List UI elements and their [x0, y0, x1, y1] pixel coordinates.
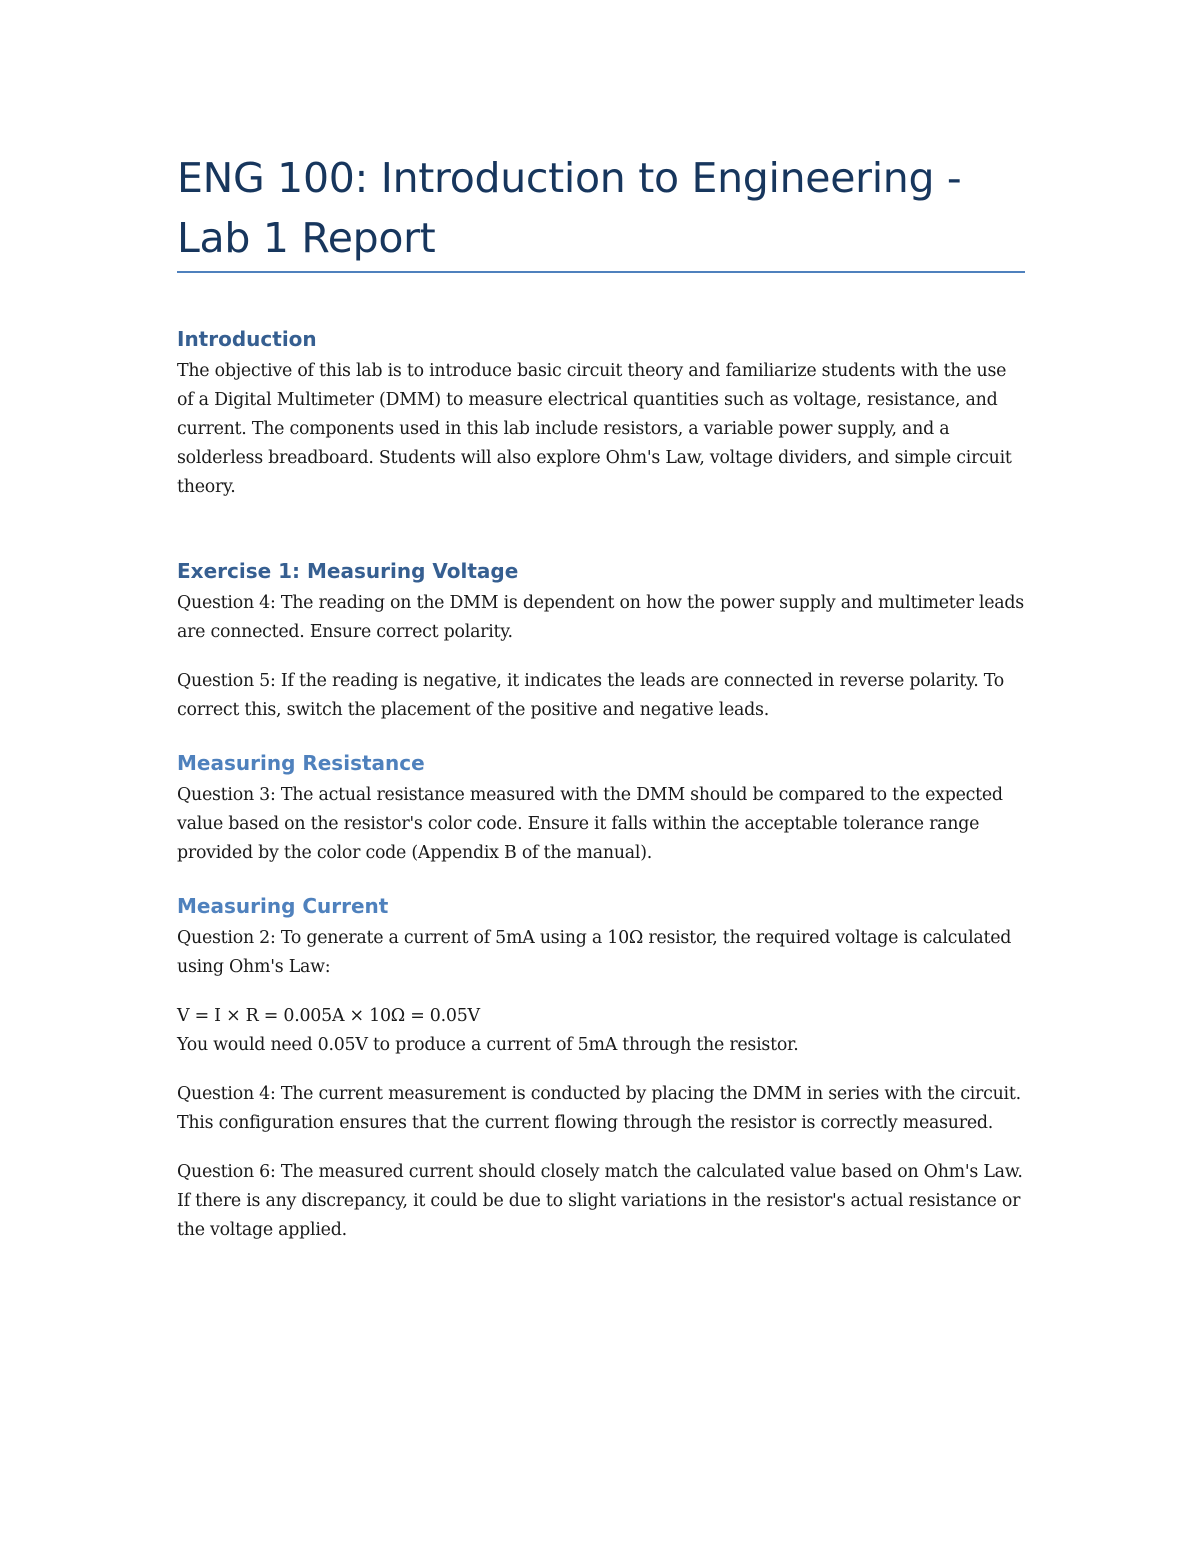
current-heading: Measuring Current: [177, 894, 389, 918]
current-question6: Question 6: The measured current should closely match the calculated value based on Ohm's Law. If there is any discrepancy, it could be due to slight variations in the resistor's actual resistance or the voltage applied.: [177, 1162, 1023, 1240]
exercise1-question5: Question 5: If the reading is negative, it indicates the leads are connected in reverse polarity. To correct this, switch the placement of the positive and negative leads.: [177, 671, 1005, 720]
current-question4: Question 4: The current measurement is conducted by placing the DMM in series with the circuit. This configuration ensures that the current flowing through the resistor is correctly measured.: [177, 1084, 1021, 1133]
introduction-heading: Introduction: [177, 327, 317, 351]
introduction-paragraph: The objective of this lab is to introduce basic circuit theory and familiarize students with the use of a Digital Multimeter (DMM) to measure electrical quantities such as voltage, resistance, and current. The components used in this lab include resistors, a variable power supply, and a solderless breadboard. Students will also explore Ohm's Law, voltage dividers, and simple circuit theory.: [177, 361, 1012, 497]
document-title: ENG 100: Introduction to Engineering - Lab 1 Report: [177, 154, 962, 262]
title-divider: [177, 271, 1025, 273]
resistance-section: [177, 749, 1025, 868]
exercise1-heading: Exercise 1: Measuring Voltage: [177, 559, 519, 583]
current-section: [177, 892, 1025, 1245]
equation-note: You would need 0.05V to produce a current of 5mA through the resistor.: [177, 1035, 799, 1055]
current-question2: Question 2: To generate a current of 5mA using a 10Ω resistor, the required voltage is calculated using Ohm's Law:: [177, 928, 1012, 977]
resistance-question3: Question 3: The actual resistance measured with the DMM should be compared to the expected value based on the resistor's color code. Ensure it falls within the acceptable tolerance range provided by the color code (Appendix B of the manual).: [177, 785, 1003, 863]
resistance-heading: Measuring Resistance: [177, 751, 425, 775]
exercise1-question4: Question 4: The reading on the DMM is dependent on how the power supply and multimeter leads are connected. Ensure correct polarity.: [177, 593, 1024, 642]
introduction-section: [177, 325, 1025, 502]
exercise1-section: [177, 557, 1025, 725]
ohms-law-equation: V = I × R = 0.005A × 10Ω = 0.05V: [177, 1006, 480, 1026]
